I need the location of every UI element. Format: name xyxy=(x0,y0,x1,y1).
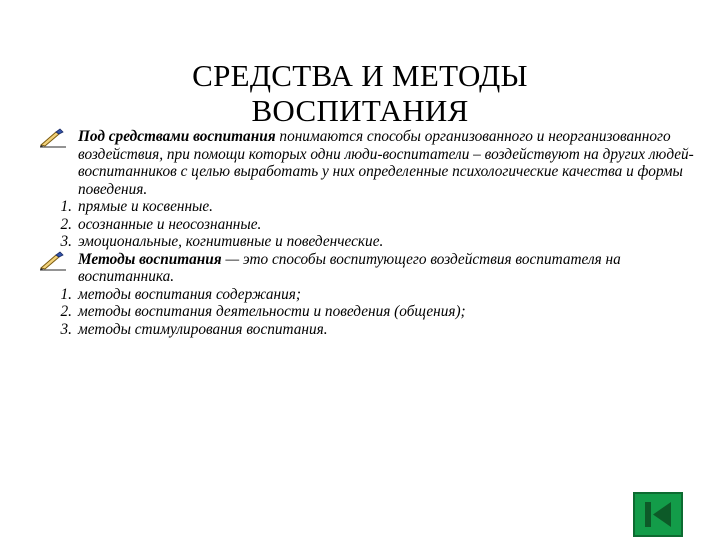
skip-to-start-icon xyxy=(635,494,681,535)
list-item xyxy=(30,286,705,304)
writing-hand-icon xyxy=(30,251,78,276)
list-number: 2. xyxy=(60,215,72,233)
methods-definition xyxy=(30,251,705,286)
methods-definition-text: — это способы воспитующего воздействия воспитателя на воспитанника. xyxy=(78,250,621,285)
list-item-text: методы стимулирования воспитания. xyxy=(78,320,328,338)
list-number: 2. xyxy=(60,303,72,320)
list-item-text: методы воспитания содержания; xyxy=(78,285,301,303)
list-item xyxy=(30,216,705,234)
list-item-text: осознанные и неосознанные. xyxy=(78,215,262,233)
means-definition-text: понимаются способы организованного и неорганизованного воздействия, при помощи которых одни люди-воспитатели – воздействуют на других людей-воспитанников с целью выработать у них определенные психологические качества и формы поведения. xyxy=(78,128,694,198)
means-term: Под средствами воспитания xyxy=(78,128,276,145)
list-item xyxy=(30,303,705,321)
methods-term: Методы воспитания xyxy=(78,250,222,268)
means-definition xyxy=(30,128,705,198)
slide-title xyxy=(110,58,610,128)
slide-title-line-2: ВОСПИТАНИЯ xyxy=(251,93,469,128)
list-item-text: методы воспитания деятельности и поведения (общения); xyxy=(78,303,466,320)
list-number: 3. xyxy=(60,320,72,338)
slide-content xyxy=(30,128,705,338)
writing-hand-icon xyxy=(30,128,78,153)
slide-title-line-1: СРЕДСТВА И МЕТОДЫ xyxy=(192,58,528,93)
list-item-text: прямые и косвенные. xyxy=(78,198,214,215)
list-item-text: эмоциональные, когнитивные и поведенческие. xyxy=(78,233,384,250)
list-number: 1. xyxy=(60,285,72,303)
list-item xyxy=(30,321,705,339)
list-number: 3. xyxy=(60,233,72,250)
list-item xyxy=(30,233,705,251)
list-item xyxy=(30,198,705,216)
first-slide-button[interactable] xyxy=(633,492,683,537)
list-number: 1. xyxy=(60,198,72,215)
